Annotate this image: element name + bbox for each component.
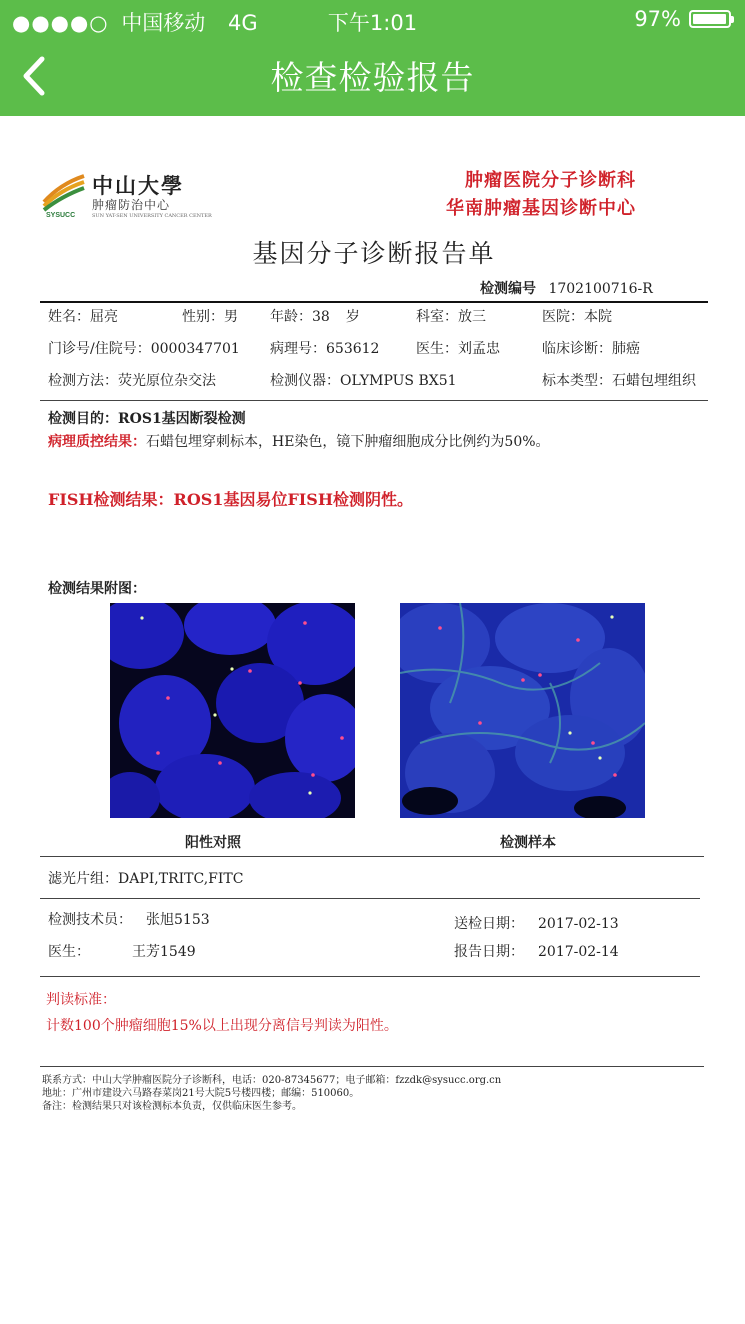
footer-contact: 联系方式：中山大学肿瘤医院分子诊断科，电话：020-87345677；电子邮箱：fzzdk@sysucc.org.cn [42, 1075, 502, 1086]
hospital-label: 医院： [542, 309, 584, 325]
logo-mark-icon [40, 172, 88, 216]
divider [40, 1066, 704, 1067]
test-sample-image [400, 603, 645, 818]
patient-hospital [542, 306, 612, 326]
divider [40, 856, 704, 857]
logo-english: SUN YAT-SEN UNIVERSITY CANCER CENTER [92, 213, 212, 219]
sample-type: 石蜡包埋组织 [612, 373, 696, 389]
page-title: 检查检验报告 [270, 58, 475, 97]
filter-set [48, 868, 243, 888]
fish-image-sample [400, 603, 645, 818]
clinical-diagnosis [542, 338, 640, 358]
doctor2: 王芳1549 [132, 944, 196, 960]
method-label: 检测方法： [48, 373, 118, 389]
purpose: ROS1基因断裂检测 [118, 411, 246, 427]
sample-type-label: 标本类型： [542, 373, 612, 389]
instrument: OLYMPUS BX51 [340, 373, 457, 389]
divider [40, 898, 700, 899]
patient-dept [416, 306, 486, 326]
footer-address: 地址：广州市建设六马路春菜岗21号大院5号楼四楼；邮编：510060。 [42, 1088, 360, 1099]
battery-fill [693, 14, 726, 24]
fish-result: FISH检测结果：ROS1基因易位FISH检测阴性。 [48, 490, 413, 509]
dept: 放三 [458, 309, 486, 325]
top-bar [0, 0, 745, 116]
logo-name: 中山大學 [92, 173, 184, 198]
submit-date [454, 913, 619, 933]
patient-name [48, 306, 118, 326]
status-time: 下午1:01 [327, 11, 418, 35]
tech: 张旭5153 [146, 912, 210, 928]
report-title: 基因分子诊断报告单 [252, 239, 496, 268]
dept-line-2: 华南肿瘤基因诊断中心 [446, 198, 636, 219]
hospital: 本院 [584, 309, 612, 325]
report-date [454, 941, 619, 961]
filter: DAPI,TRITC,FITC [118, 871, 244, 887]
pathology-no-label: 病理号： [270, 341, 326, 357]
instrument-label: 检测仪器： [270, 373, 340, 389]
age: 38 [312, 309, 330, 325]
report-document [40, 116, 708, 1324]
pathology-number [270, 338, 379, 358]
method: 荧光原位杂交法 [118, 373, 216, 389]
patient-age [270, 306, 360, 326]
positive-control-image [110, 603, 355, 818]
qc: 石蜡包埋穿刺标本，HE染色，镜下肿瘤细胞成分比例约为50%。 [146, 434, 550, 450]
patient-sex [182, 306, 238, 326]
sample-type [542, 370, 696, 390]
criteria-text: 计数100个肿瘤细胞15%以上出现分离信号判读为阳性。 [46, 1018, 398, 1034]
doctor2-label: 医生： [48, 944, 90, 960]
footer-note: 备注：检测结果只对该检测标本负责，仅供临床医生参考。 [42, 1101, 302, 1112]
sex-label: 性别： [182, 309, 224, 325]
filter-label: 滤光片组： [48, 871, 118, 887]
test-instrument [270, 370, 457, 390]
doctor: 刘孟忠 [458, 341, 500, 357]
navigation-bar [0, 38, 745, 116]
signal-strength-icon: ●●●●○ [12, 11, 109, 35]
age-unit: 岁 [345, 309, 360, 325]
submit-date-label: 送检日期： [454, 916, 524, 932]
doctor-2 [48, 941, 196, 961]
test-method [48, 370, 216, 390]
divider [40, 976, 700, 977]
qc-result [48, 431, 550, 451]
network-type: 4G [228, 11, 258, 35]
carrier-name: 中国移动 [121, 11, 206, 35]
dept-label: 科室： [416, 309, 458, 325]
pathology-no: 653612 [326, 341, 380, 357]
hospital-logo [40, 168, 212, 224]
test-sample-caption: 检测样本 [500, 835, 556, 851]
positive-control-caption: 阳性对照 [185, 835, 241, 851]
divider [40, 400, 708, 401]
age-label: 年龄： [270, 309, 312, 325]
dept-line-1: 肿瘤医院分子诊断科 [465, 170, 636, 191]
report-number [480, 278, 653, 298]
clinic-no-label: 门诊号/住院号： [48, 341, 151, 357]
divider [40, 301, 708, 303]
report-number-value: 1702100716-R [548, 281, 653, 297]
report-date: 2017-02-14 [538, 944, 619, 960]
sex: 男 [224, 309, 238, 325]
technician [48, 909, 210, 929]
criteria-label: 判读标准： [46, 992, 116, 1008]
battery-icon [689, 10, 731, 28]
doctor [416, 338, 500, 358]
report-date-label: 报告日期： [454, 944, 524, 960]
test-purpose [48, 408, 246, 428]
status-bar [0, 0, 745, 38]
submit-date: 2017-02-13 [538, 916, 619, 932]
images-label: 检测结果附图： [48, 581, 146, 597]
logo-tag: SYSUCC [46, 212, 76, 219]
tech-label: 检测技术员： [48, 912, 132, 928]
clinic-no: 0000347701 [150, 341, 240, 357]
logo-subtitle: 肿瘤防治中心 [92, 198, 171, 212]
battery-info [634, 7, 731, 31]
diagnosis: 肺癌 [612, 341, 640, 357]
purpose-label: 检测目的： [48, 411, 118, 427]
name: 屈亮 [90, 309, 118, 325]
name-label: 姓名： [48, 309, 90, 325]
report-number-label: 检测编号 [480, 281, 536, 297]
qc-label: 病理质控结果： [48, 434, 146, 450]
diagnosis-label: 临床诊断： [542, 341, 612, 357]
battery-percent: 97% [634, 7, 681, 31]
fish-image-positive [110, 603, 355, 818]
clinic-number [48, 338, 240, 358]
doctor-label: 医生： [416, 341, 458, 357]
